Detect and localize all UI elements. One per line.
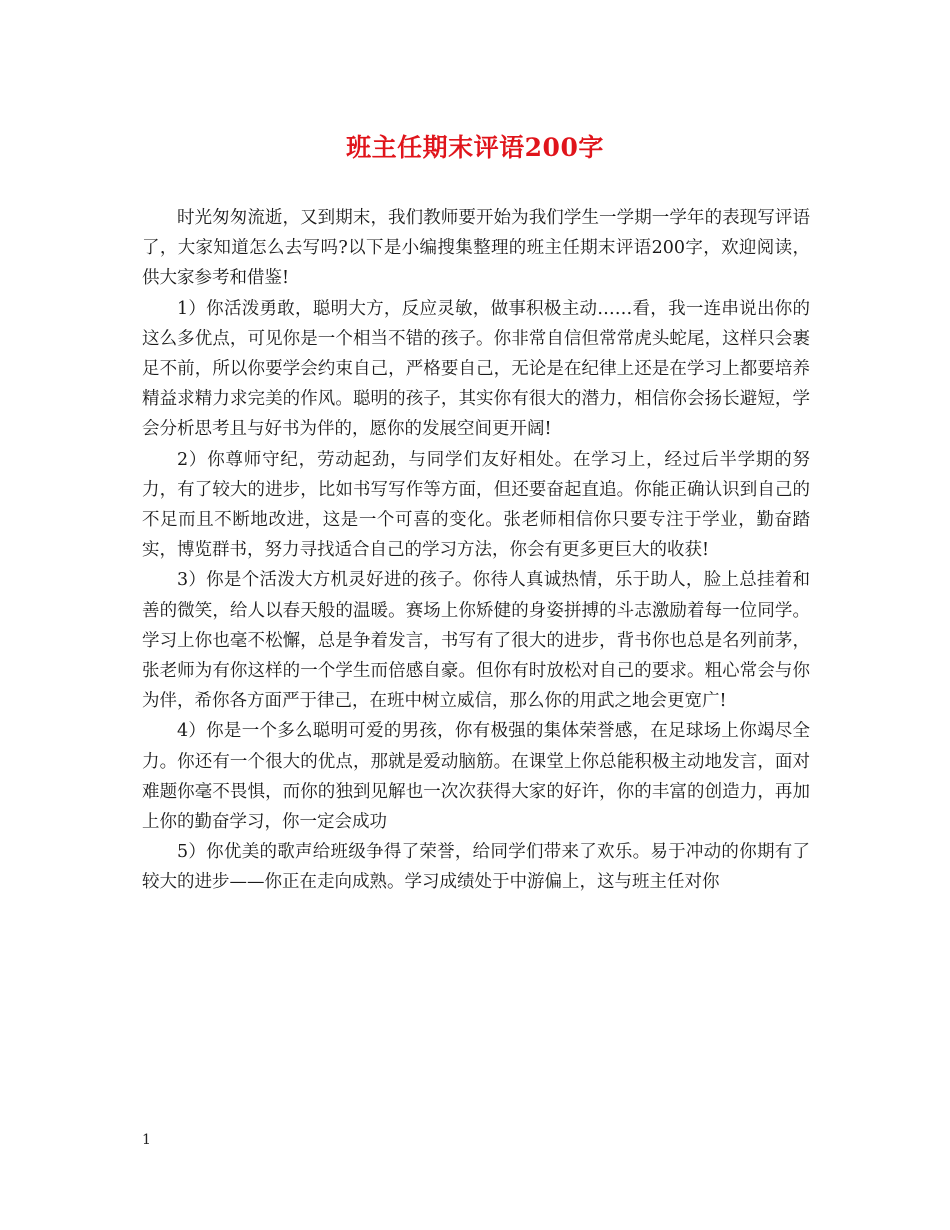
intro-paragraph: 时光匆匆流逝，又到期末，我们教师要开始为我们学生一学期一学年的表现写评语了，大家知道怎么去写吗?以下是小编搜集整理的班主任期末评语200字，欢迎阅读，供大家参考和借鉴!	[142, 208, 810, 289]
document-body	[142, 203, 810, 898]
comment-paragraph-1: 1）你活泼勇敢，聪明大方，反应灵敏，做事积极主动……看，我一连串说出你的这么多优点，可见你是一个相当不错的孩子。你非常自信但常常虎头蛇尾，这样只会裹足不前，所以你要学会约束自己，严格要自己，无论是在纪律上还是在学习上都要培养精益求精力求完美的作风。聪明的孩子，其实你有很大的潜力，相信你会扬长避短，学会分析思考且与好书为伴的，愿你的发展空间更开阔!	[142, 298, 810, 440]
page-number: 1	[142, 1132, 151, 1148]
comment-paragraph-4: 4）你是一个多么聪明可爱的男孩，你有极强的集体荣誉感，在足球场上你竭尽全力。你还有一个很大的优点，那就是爱动脑筋。在课堂上你总能积极主动地发言，面对难题你毫不畏惧，而你的独到见解也一次次获得大家的好许，你的丰富的创造力，再加上你的勤奋学习，你一定会成功	[142, 721, 810, 833]
comment-paragraph-5: 5）你优美的歌声给班级争得了荣誉，给同学们带来了欢乐。易于冲动的你期有了较大的进步——你正在走向成熟。学习成绩处于中游偏上，这与班主任对你	[142, 842, 810, 893]
comment-paragraph-3: 3）你是个活泼大方机灵好进的孩子。你待人真诚热情，乐于助人，脸上总挂着和善的微笑，给人以春天般的温暖。赛场上你矫健的身姿拼搏的斗志激励着每一位同学。学习上你也毫不松懈，总是争着发言，书写有了很大的进步，背书你也总是名列前茅，张老师为有你这样的一个学生而倍感自豪。但你有时放松对自己的要求。粗心常会与你为伴，希你各方面严于律己，在班中树立威信，那么你的用武之地会更宽广!	[142, 570, 810, 712]
document-title: 班主任期末评语200字	[346, 133, 604, 162]
comment-paragraph-2: 2）你尊师守纪，劳动起劲，与同学们友好相处。在学习上，经过后半学期的努力，有了较大的进步，比如书写写作等方面，但还要奋起直追。你能正确认识到自己的不足而且不断地改进，这是一个可喜的变化。张老师相信你只要专注于学业，勤奋踏实，博览群书，努力寻找适合自己的学习方法，你会有更多更巨大的收获!	[142, 449, 810, 561]
